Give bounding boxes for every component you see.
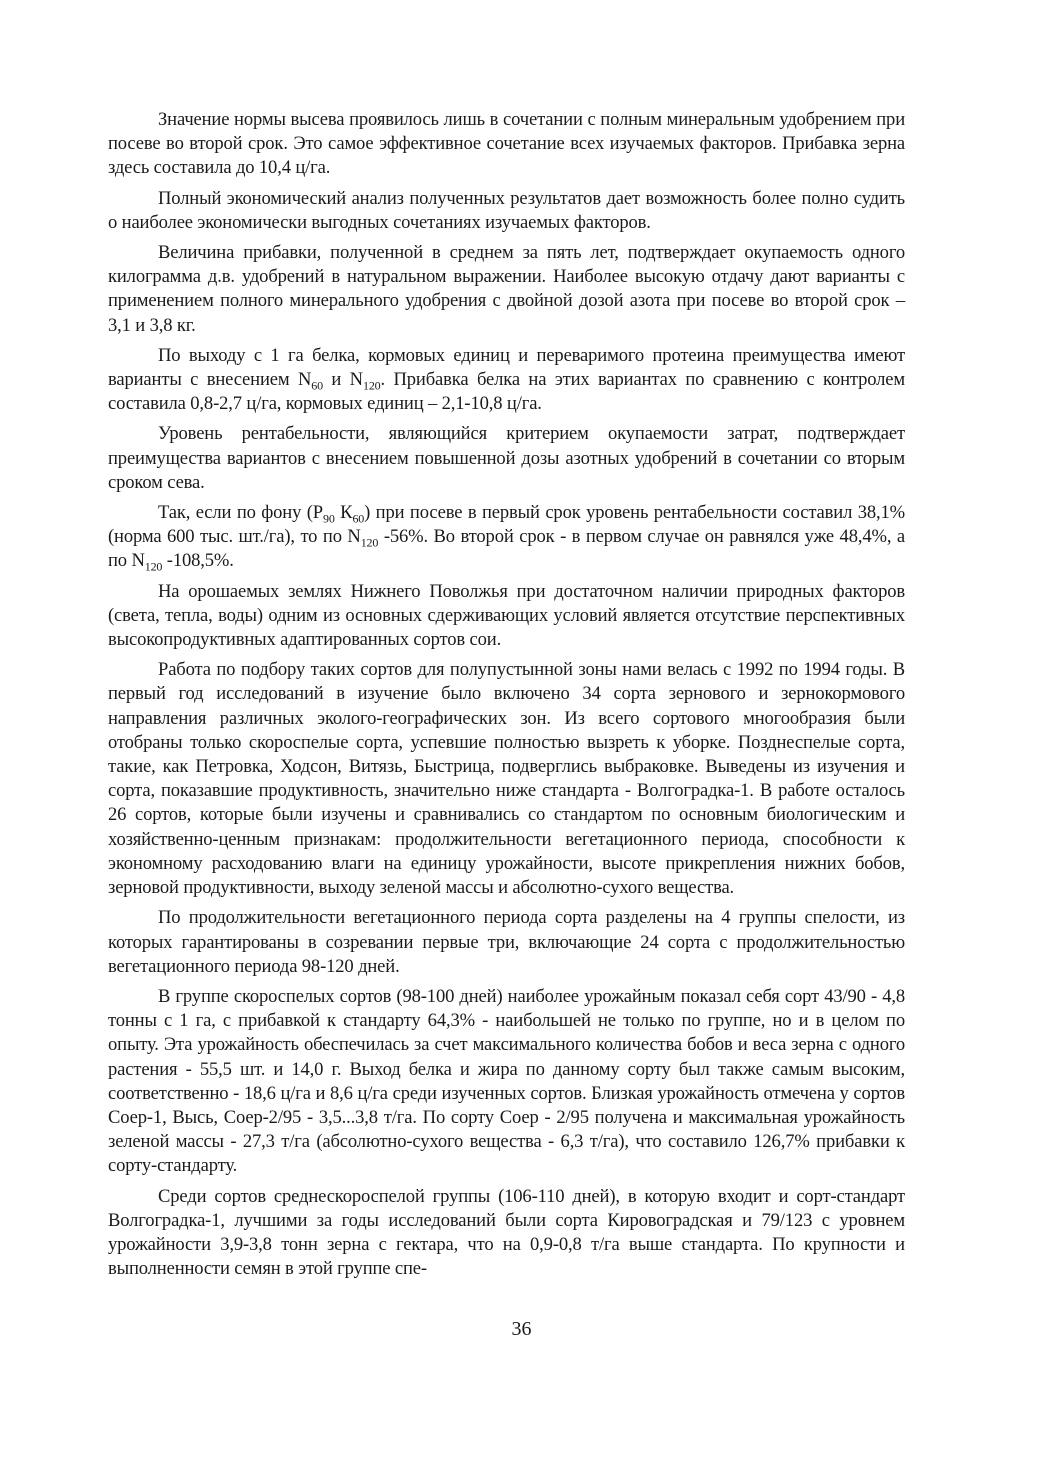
paragraph: Уровень рентабельности, являющийся критерием окупаемости затрат, подтверждает преимущества вариантов с внесением повышенной дозы азотных удобрений в сочетании со вторым сроком сева. [108,423,905,493]
paragraph: Значение нормы высева проявилось лишь в сочетании с полным минеральным удобрением при посеве во второй срок. Это самое эффективное сочетание всех изучаемых факторов. Прибавка зерна здесь составила до 10,4 ц/га. [108,109,905,179]
document-body [108,108,905,1287]
paragraph: По продолжительности вегетационного периода сорта разделены на 4 группы спелости, из которых гарантированы в созревании первые три, включающие 24 сорта с продолжительностью вегетационного периода 98-120 дней. [108,907,905,977]
paragraph: Полный экономический анализ полученных результатов дает возможность более полно судить о наиболее экономически выгодных сочетаниях изучаемых факторов. [108,187,905,233]
paragraph: Так, если по фону ($Р_{90}$ $К_{60}$) при посеве в первый срок уровень рентабельности составил 38,1% (норма 600 тыс. шт./га), то по $N_{120}$ -56%. Во второй срок - в первом случае он равнялся уже 48,4%, а по $N_{120}$ -108,5%. [108,502,906,575]
paragraph: По выходу с 1 га белка, кормовых единиц и переваримого протеина преимущества имеют варианты с внесением $N_{60}$ и $N_{120}$. Прибавка белка на этих вариантах по сравнению с контролем составила 0,8-2,7 ц/га, кормовых единиц – 2,1-10,8 ц/га. [108,344,906,415]
paragraph: На орошаемых землях Нижнего Поволжья при достаточном наличии природных факторов (света, тепла, воды) одним из основных сдерживающих условий является отсутствие перспективных высокопродуктивных адаптированных сортов сои. [108,580,905,651]
page-number: 36 [511,1318,532,1340]
paragraph: Работа по подбору таких сортов для полупустынной зоны нами велась с 1992 по 1994 годы. В первый год исследований в изучение было включено 34 сорта зернового и зернокормового направления различных эколого-географических зон. Из всего сортового многообразия были отобраны только скороспелые сорта, успевшие полностью вызреть к уборке. Позднеспелые сорта, такие, как Петровка, Ходсон, Витязь, Быстрица, подверглись выбраковке. Выведены из изучения и сорта, показавшие продуктивность, значительно ниже стандарта - Волгоградка-1. В работе осталось 26 сортов, которые были изучены и сравнивались со стандартом по основным биологическим и хозяйственно-ценным признакам: продолжительности вегетационного периода, способности к экономному расходованию влаги на единицу урожайности, высоте прикрепления нижних бобов, зерновой продуктивности, выходу зеленой массы и абсолютно-сухого вещества. [108,659,905,899]
paragraph: Величина прибавки, полученной в среднем за пять лет, подтверждает окупаемость одного килограмма д.в. удобрений в натуральном выражении. Наиболее высокую отдачу дают варианты с применением полного минерального удобрения с двойной дозой азота при посеве во второй срок – 3,1 и 3,8 кг. [108,242,905,336]
paragraph: Среди сортов среднескороспелой группы (106-110 дней), в которую входит и сорт-стандарт Волгоградка-1, лучшими за годы исследований были сорта Кировоградская и 79/123 с уровнем урожайности 3,9-3,8 тонн зерна с гектара, что на 0,9-0,8 т/га выше стандарта. По крупности и выполненности семян в этой группе спе- [108,1185,905,1280]
paragraph: В группе скороспелых сортов (98-100 дней) наиболее урожайным показал себя сорт 43/90 - 4,8 тонны с 1 га, с прибавкой к стандарту 64,3% - наибольшей не только по группе, но и в целом по опыту. Эта урожайность обеспечилась за счет максимального количества бобов и веса зерна с одного растения - 55,5 шт. и 14,0 г. Выход белка и жира по данному сорту был также самым высоким, соответственно - 18,6 ц/га и 8,6 ц/га среди изученных сортов. Близкая урожайность отмечена у сортов Соер-1, Высь, Соер-2/95 - 3,5...3,8 т/га. По сорту Соер - 2/95 получена и максимальная урожайность зеленой массы - 27,3 т/га (абсолютно-сухого вещества - 6,3 т/га), что составило 126,7% прибавки к сорту-стандарту. [108,985,905,1177]
